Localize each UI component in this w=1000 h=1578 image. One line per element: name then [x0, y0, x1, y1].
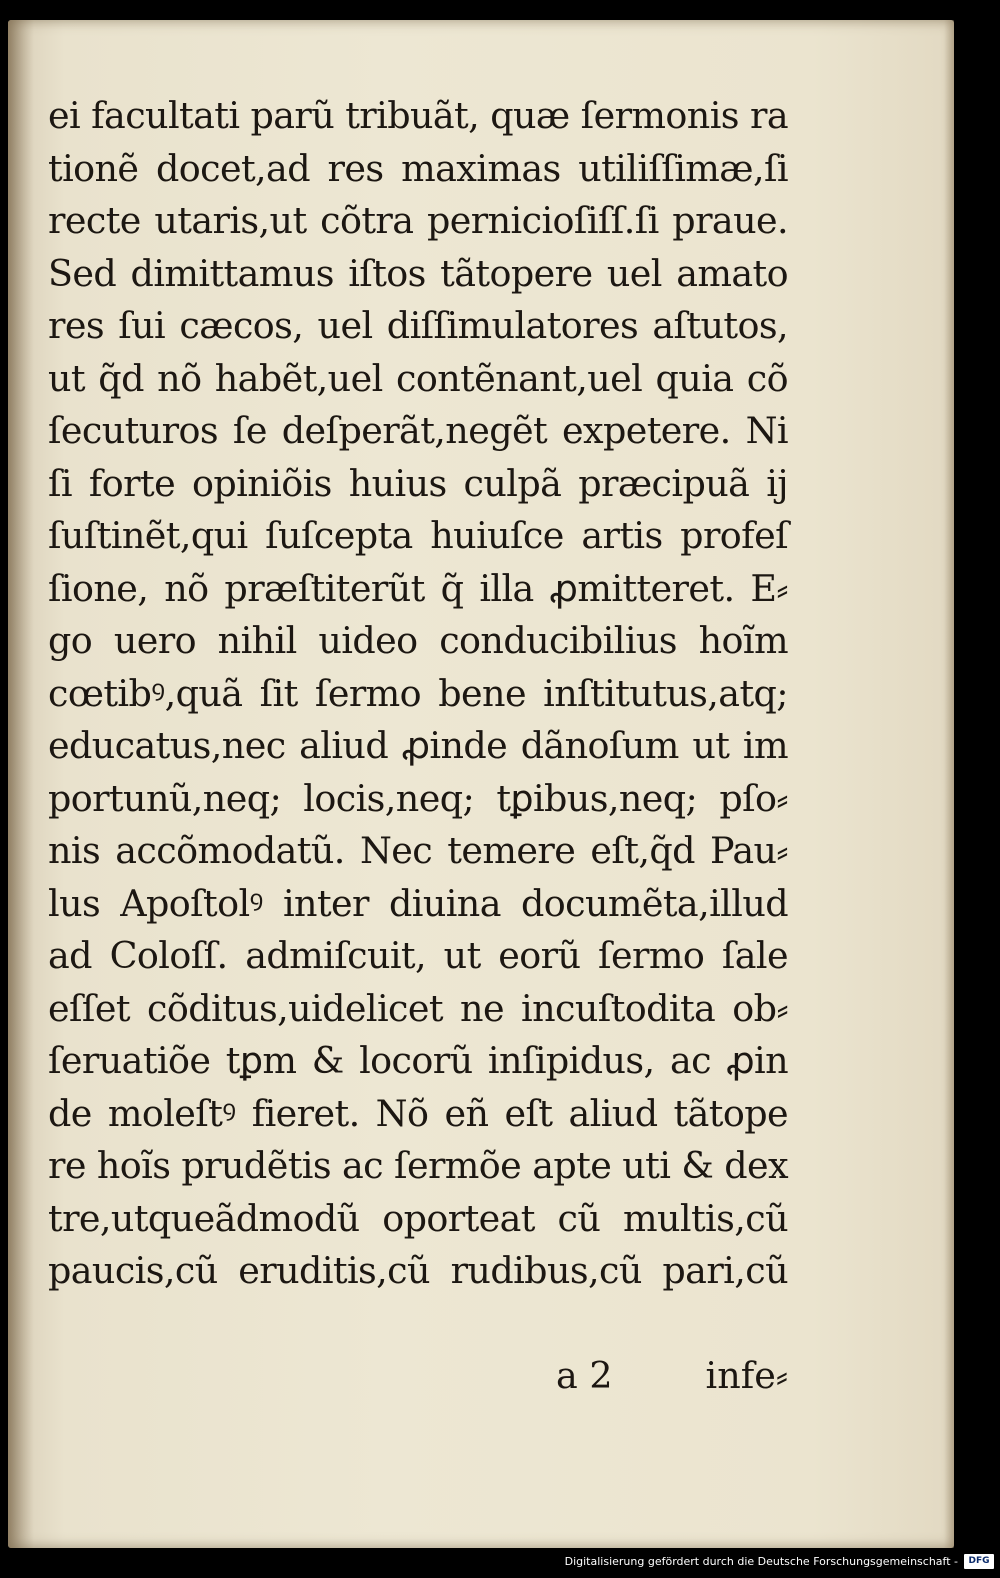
text-line: ſecuturos ſe deſperãt,negẽt expetere. Ni — [48, 409, 788, 452]
text-line: de moleſtꝰ fieret. Nõ eñ eſt aliud tãtope — [48, 1091, 788, 1135]
text-line: eſſet cõditus,uidelicet ne incuſtodita ob⸗ — [48, 986, 788, 1030]
catchword: infe⸗ — [705, 1354, 788, 1397]
text-line: tre,utqueãdmodũ oporteat cũ multis,cũ — [48, 1196, 788, 1240]
gutter-shadow — [8, 20, 34, 1548]
text-line: lus Apoſtolꝰ inter diuina documẽta,illud — [48, 881, 788, 925]
text-line: recte utaris,ut cõtra pernicioſiſſ.ſi praue. — [48, 199, 788, 242]
text-line: res ſui cæcos, uel diſſimulatores aſtutos, — [48, 304, 788, 347]
catchline — [48, 1350, 788, 1402]
text-line: ſione, nõ præſtiterũt q̃ illa ꝓmitteret. E⸗ — [48, 566, 788, 610]
funding-notice: Digitalisierung gefördert durch die Deutsche Forschungsgemeinschaft - — [564, 1555, 958, 1568]
text-line: ſi forte opiniõis huius culpã præcipuã ij — [48, 461, 788, 505]
text-line: go uero nihil uideo conducibilius hoĩm — [48, 619, 788, 662]
text-line: paucis,cũ eruditis,cũ rudibus,cũ pari,cũ — [48, 1249, 788, 1292]
signature-mark: a 2 — [556, 1354, 613, 1397]
text-line: nis accõmodatũ. Nec temere eſt,q̃d Pau⸗ — [48, 829, 788, 872]
book-page — [8, 20, 954, 1548]
text-line: educatus,nec aliud ꝓinde dãnoſum ut im — [48, 724, 788, 767]
text-line: ad Coloſſ. admiſcuit, ut eorũ ſermo ſale — [48, 934, 788, 977]
text-line: cœtibꝰ,quã ſit ſermo bene inſtitutus,atq; — [48, 671, 788, 715]
text-block — [48, 90, 788, 1298]
text-line: ei facultati parũ tribuãt, quæ ſermonis ra — [48, 94, 788, 137]
dfg-logo: DFG — [964, 1554, 994, 1569]
text-line: ut q̃d nõ habẽt,uel contẽnant,uel quia cõ — [48, 356, 788, 400]
text-line: ſeruatiõe tꝑm & locorũ inſipidus, ac ꝓin — [48, 1039, 788, 1082]
text-line: tionẽ docet,ad res maximas utiliſſimæ,ſi — [48, 146, 788, 190]
text-line: ſuſtinẽt,qui ſuſcepta huiuſce artis profeſ — [48, 514, 788, 557]
footer-bar — [0, 1548, 1000, 1578]
text-line: portunũ,neq; locis,neq; tꝑibus,neq; pſo⸗ — [48, 776, 788, 820]
text-line: re hoĩs prudẽtis ac ſermõe apte uti & dex — [48, 1144, 788, 1187]
page-edge — [944, 20, 954, 1548]
text-line: Sed dimittamus iſtos tãtopere uel amato — [48, 251, 788, 295]
